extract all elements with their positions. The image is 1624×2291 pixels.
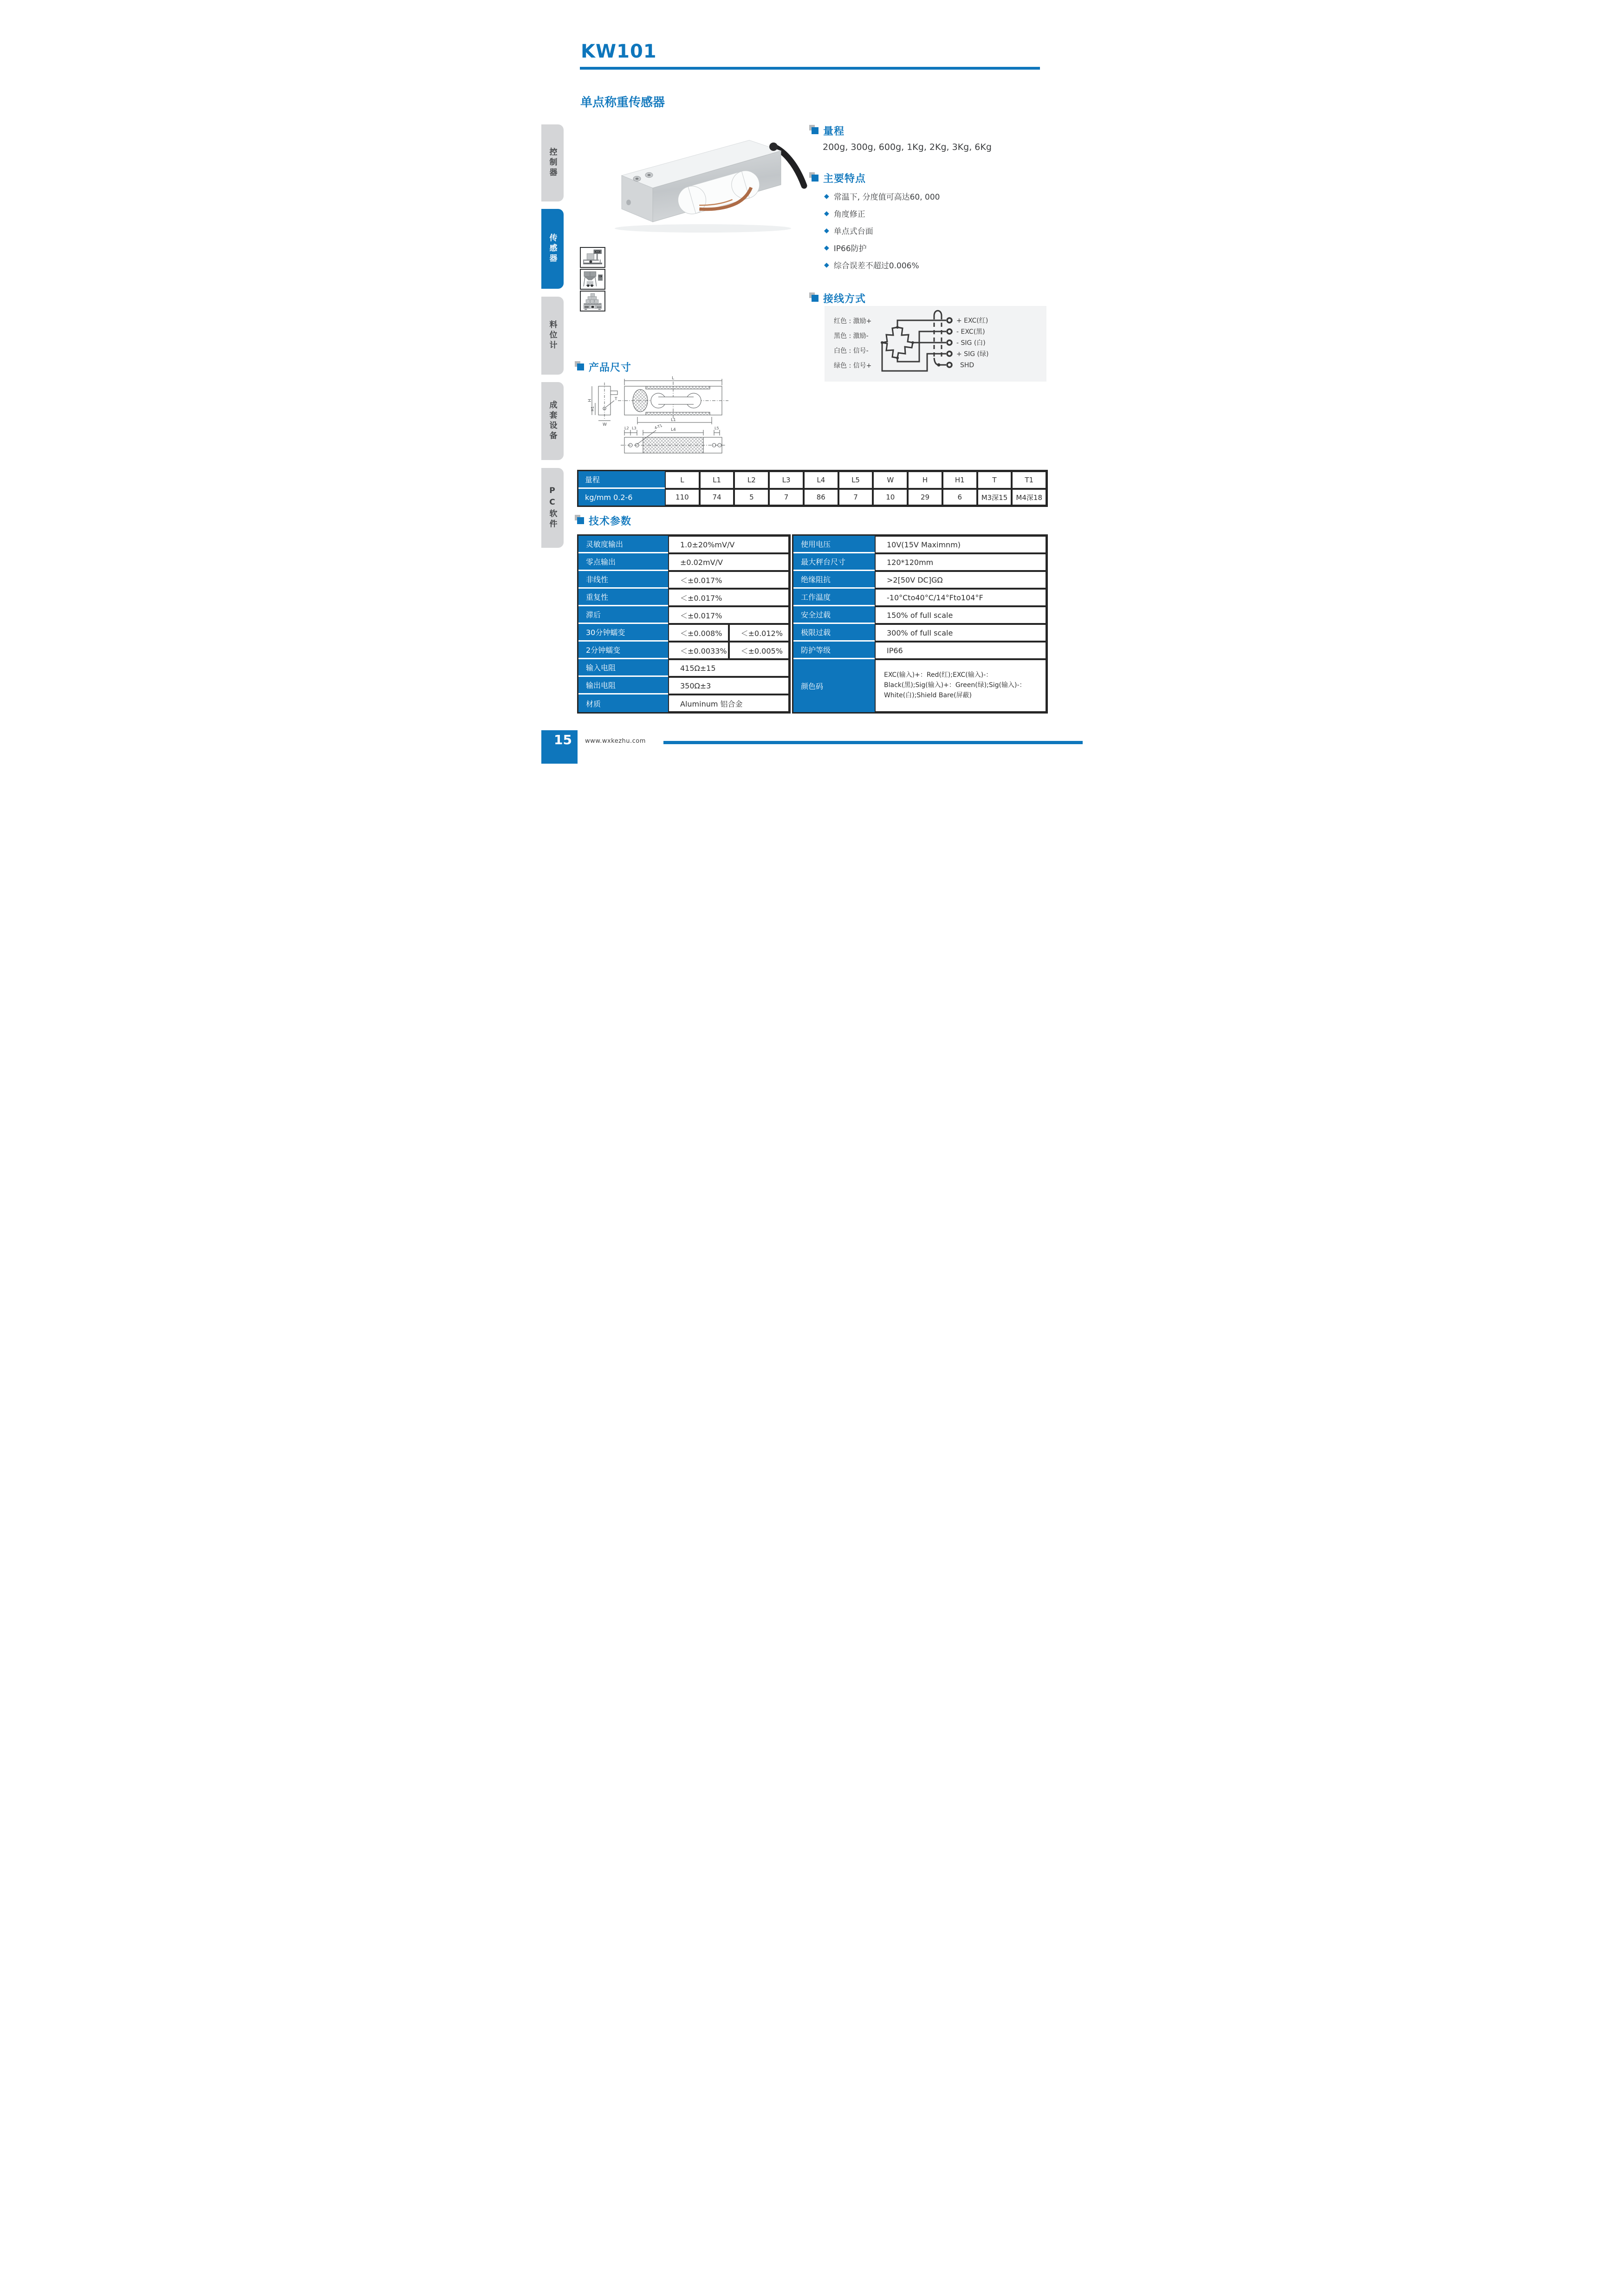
table-row xyxy=(578,536,789,553)
dim-value: 86 xyxy=(804,489,838,506)
checkweigher-icon xyxy=(580,291,605,312)
spec-label: 最大秤台尺寸 xyxy=(793,553,875,571)
section-bullet-icon xyxy=(577,363,585,371)
feature-item xyxy=(824,225,873,236)
spec-label: 2分钟蠕变 xyxy=(578,642,668,659)
section-features xyxy=(812,171,866,185)
sidebar-item-label: PC软件 xyxy=(547,486,557,530)
spec-label: 零点输出 xyxy=(578,553,668,571)
table-row xyxy=(578,489,1046,506)
section-specs xyxy=(577,513,631,528)
col-header: L4 xyxy=(804,471,838,489)
spec-label: 绝缘阻抗 xyxy=(793,571,875,589)
spec-value: 350Ω±3 xyxy=(668,677,789,694)
dim-value: 29 xyxy=(908,489,942,506)
spec-value: ＜±0.0033% xyxy=(668,642,729,659)
dim-label-H: H xyxy=(588,399,592,402)
spec-value: 415Ω±15 xyxy=(668,659,789,677)
product-photo xyxy=(596,107,807,239)
table-row xyxy=(793,659,1046,712)
hopper-scale-icon xyxy=(580,269,605,290)
spec-value: Aluminum 铝合金 xyxy=(668,694,789,712)
terminal-label: + EXC(红) xyxy=(956,317,988,325)
specs-table-left xyxy=(577,534,791,714)
diamond-bullet-icon: ◆ xyxy=(824,209,829,217)
terminal-label: - EXC(黑) xyxy=(956,328,985,336)
spec-value: ＜±0.008% xyxy=(668,624,729,642)
table-row xyxy=(578,694,789,712)
col-header: L xyxy=(665,471,700,489)
feature-item xyxy=(824,190,940,202)
page-number: 15 xyxy=(554,732,572,747)
feature-item xyxy=(824,242,867,253)
dim-value: M4深18 xyxy=(1012,489,1046,506)
sidebar-item-label: 料位计 xyxy=(547,320,557,351)
section-title-dimensions: 产品尺寸 xyxy=(589,362,632,374)
section-title-range: 量程 xyxy=(823,126,845,137)
dim-label-W: W xyxy=(603,422,607,427)
cable-shield-icon xyxy=(934,315,942,358)
spec-value: EXC(输入)+：Red(红);EXC(输入)-：Black(黑);Sig(输入)+：Green(绿);Sig(输入)-：White(白);Shield Bare(屏蔽) xyxy=(875,659,1046,712)
spec-label: 滞后 xyxy=(578,606,668,624)
dim-label-L: L xyxy=(672,376,675,381)
terminal-label: + SIG (绿) xyxy=(956,350,989,358)
feature-text: IP66防护 xyxy=(833,244,867,253)
section-title-wiring: 接线方式 xyxy=(823,293,866,305)
feature-item xyxy=(824,208,865,219)
spec-value: ＜±0.017% xyxy=(668,606,789,624)
dim-value: 10 xyxy=(873,489,908,506)
table-row xyxy=(793,624,1046,642)
spec-value: 300% of full scale xyxy=(875,624,1046,642)
table-row xyxy=(578,589,789,606)
spec-label: 安全过载 xyxy=(793,606,875,624)
spec-value: 1.0±20%mV/V xyxy=(668,536,789,553)
dim-value: 110 xyxy=(665,489,700,506)
dim-value: 5 xyxy=(734,489,769,506)
spec-label: 30分钟蠕变 xyxy=(578,624,668,642)
spec-value: IP66 xyxy=(875,642,1046,659)
spec-value: 150% of full scale xyxy=(875,606,1046,624)
sidebar-item-level-gauges[interactable] xyxy=(541,297,564,375)
sidebar-item-controllers[interactable] xyxy=(541,124,564,201)
sidebar-item-complete-equipment[interactable] xyxy=(541,382,564,460)
dim-value: M3深15 xyxy=(977,489,1012,506)
footer-bar xyxy=(663,741,1083,744)
dim-label-L3: L3 xyxy=(632,426,637,430)
col-header: H1 xyxy=(942,471,977,489)
spec-value: 10V(15V Maximnm) xyxy=(875,536,1046,553)
diamond-bullet-icon: ◆ xyxy=(824,244,829,252)
spec-label: 极限过载 xyxy=(793,624,875,642)
sidebar-item-label: 传感器 xyxy=(547,234,557,264)
wire-label-green: 绿色 : 信号+ xyxy=(834,362,872,370)
page-number-box xyxy=(541,730,578,764)
dim-label-L2: L2 xyxy=(624,426,629,430)
wire-label-red: 红色 : 激励+ xyxy=(834,318,872,325)
col-header: T1 xyxy=(1012,471,1046,489)
col-header: L5 xyxy=(838,471,873,489)
diamond-bullet-icon: ◆ xyxy=(824,192,829,200)
section-bullet-icon xyxy=(577,517,585,525)
spec-label: 防护等级 xyxy=(793,642,875,659)
terminal-label: - SIG (白) xyxy=(956,339,986,347)
dimensions-table xyxy=(577,470,1048,507)
col-header: L1 xyxy=(700,471,734,489)
col-header: W xyxy=(873,471,908,489)
spec-value: ＜±0.017% xyxy=(668,571,789,589)
dim-label-L1: L1 xyxy=(671,418,676,422)
dim-row-label: kg/mm 0.2-6 xyxy=(578,489,665,506)
section-dimensions xyxy=(577,360,631,374)
sidebar-item-label: 成套设备 xyxy=(547,401,557,441)
spec-value: -10°Cto40°C/14°Fto104°F xyxy=(875,589,1046,606)
dimension-drawing xyxy=(585,374,762,462)
spec-label: 颜色码 xyxy=(793,659,875,712)
dim-value: 74 xyxy=(700,489,734,506)
spec-label: 材质 xyxy=(578,694,668,712)
dim-label-4T1: 4-T1 xyxy=(654,423,663,430)
wheatstone-bridge-icon xyxy=(882,327,913,358)
spec-value: 120*120mm xyxy=(875,553,1046,571)
wiring-diagram xyxy=(825,306,1046,382)
dim-label-L5: L5 xyxy=(715,426,719,430)
spec-label: 重复性 xyxy=(578,589,668,606)
table-row xyxy=(793,536,1046,553)
dim-header-label: 量程 xyxy=(578,471,665,489)
range-values: 200g, 300g, 600g, 1Kg, 2Kg, 3Kg, 6Kg xyxy=(823,142,992,152)
table-row xyxy=(578,624,789,642)
title-rule xyxy=(580,67,1040,70)
feature-text: 综合误差不超过0.006% xyxy=(833,261,919,271)
table-row xyxy=(578,553,789,571)
dim-label-H1: H1 xyxy=(591,406,595,411)
diamond-bullet-icon: ◆ xyxy=(824,227,829,234)
col-header: H xyxy=(908,471,942,489)
section-title-specs: 技术参数 xyxy=(589,516,632,527)
spec-value: ＜±0.005% xyxy=(729,642,790,659)
section-title-features: 主要特点 xyxy=(823,173,866,185)
feature-text: 角度修正 xyxy=(833,210,865,219)
section-bullet-icon xyxy=(812,127,819,135)
col-header: T xyxy=(977,471,1012,489)
dim-value: 7 xyxy=(769,489,804,506)
table-row xyxy=(578,659,789,677)
section-range xyxy=(812,123,844,138)
product-subtitle: 单点称重传感器 xyxy=(580,96,665,110)
dim-label-T: T xyxy=(615,397,617,402)
terminals xyxy=(947,318,952,367)
specs-table-right xyxy=(792,534,1048,714)
spec-label: 灵敏度输出 xyxy=(578,536,668,553)
wire-label-white: 白色 : 信号- xyxy=(834,347,869,355)
table-row xyxy=(793,606,1046,624)
spec-value: ±0.02mV/V xyxy=(668,553,789,571)
spec-label: 输出电阻 xyxy=(578,677,668,694)
sidebar-item-label: 控制器 xyxy=(547,148,557,178)
section-bullet-icon xyxy=(812,295,819,302)
table-row xyxy=(578,642,789,659)
table-row xyxy=(578,471,1046,489)
spec-label: 使用电压 xyxy=(793,536,875,553)
page-title: KW101 xyxy=(581,41,657,62)
feature-item xyxy=(824,259,919,271)
table-row xyxy=(793,571,1046,589)
wire-label-black: 黑色 : 激励- xyxy=(834,332,869,340)
dim-value: 7 xyxy=(838,489,873,506)
spec-label: 输入电阻 xyxy=(578,659,668,677)
terminal-label: SHD xyxy=(960,362,974,369)
diamond-bullet-icon: ◆ xyxy=(824,261,829,269)
section-wiring xyxy=(812,291,866,305)
spec-value: ＜±0.017% xyxy=(668,589,789,606)
col-header: L2 xyxy=(734,471,769,489)
table-row xyxy=(793,553,1046,571)
dim-value: 6 xyxy=(942,489,977,506)
spec-label: 非线性 xyxy=(578,571,668,589)
table-row xyxy=(578,606,789,624)
platform-scale-icon xyxy=(580,247,605,268)
spec-label: 工作温度 xyxy=(793,589,875,606)
sidebar-item-pc-software[interactable] xyxy=(541,468,564,548)
website-link[interactable]: www.wxkezhu.com xyxy=(585,738,646,745)
sidebar-item-sensors[interactable] xyxy=(541,209,564,289)
table-row xyxy=(793,642,1046,659)
feature-text: 常温下, 分度值可高达60, 000 xyxy=(833,193,940,202)
datasheet-page xyxy=(541,0,1083,764)
section-bullet-icon xyxy=(812,175,819,182)
spec-value: ＜±0.012% xyxy=(729,624,790,642)
spec-value: >2[50V DC]GΩ xyxy=(875,571,1046,589)
dim-label-L4: L4 xyxy=(671,428,676,432)
table-row xyxy=(793,589,1046,606)
col-header: L3 xyxy=(769,471,804,489)
feature-text: 单点式台面 xyxy=(833,227,873,236)
table-row xyxy=(578,677,789,694)
table-row xyxy=(578,571,789,589)
